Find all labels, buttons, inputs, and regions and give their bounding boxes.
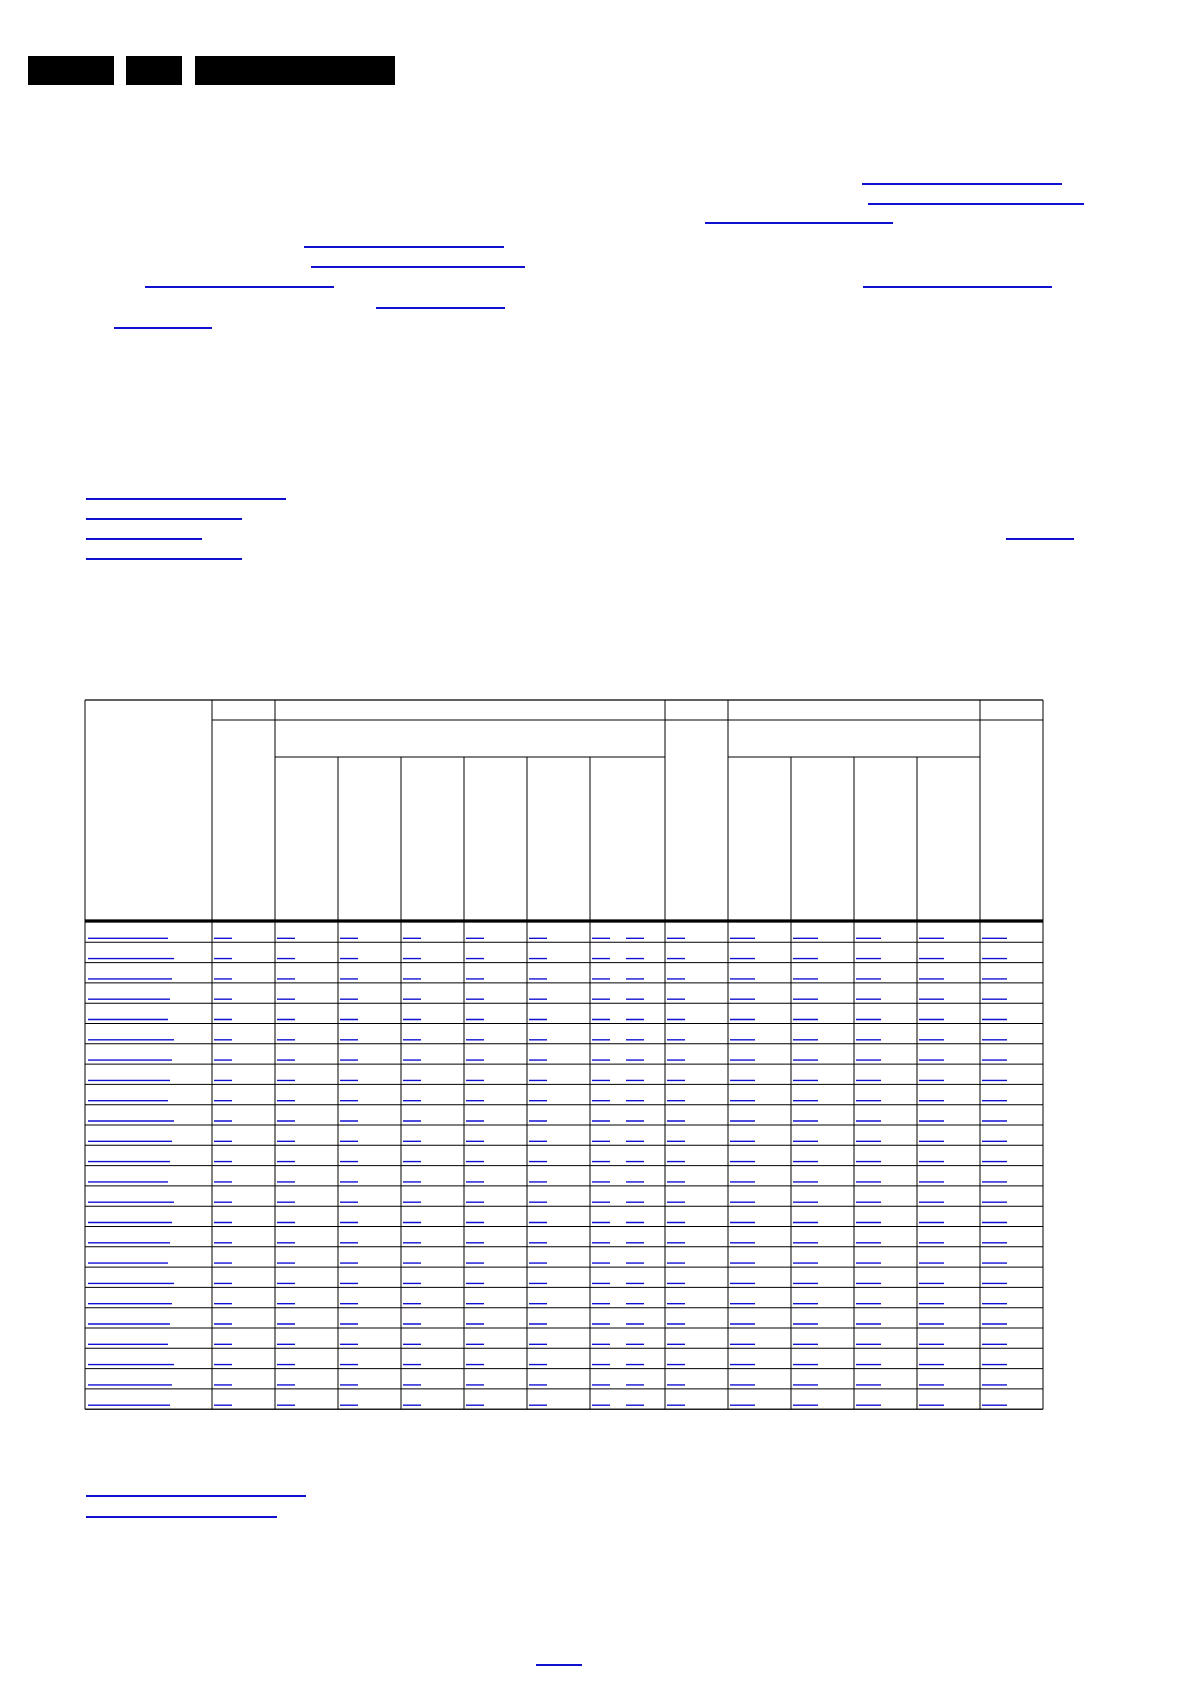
page-number-link[interactable]	[536, 1664, 582, 1666]
footer-link-2[interactable]	[86, 1516, 277, 1518]
footer-link-1[interactable]	[86, 1495, 306, 1497]
